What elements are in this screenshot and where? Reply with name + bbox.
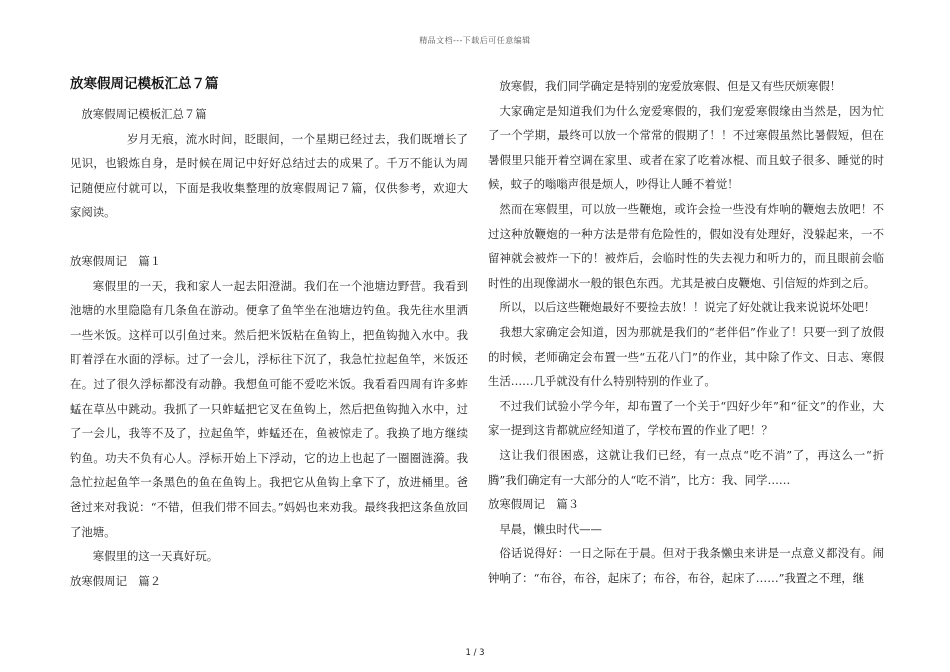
document-title: 放寒假周记模板汇总７篇 [70, 76, 219, 92]
body-paragraph: 这让我们很困惑，这就让我们已经，有一点点“吃不消”了，再这么一“折腾”我们确定有一大部分的人“吃不消”，比方：我、同学…… [488, 447, 884, 487]
section-heading-1: 放寒假周记 篇１ [70, 253, 162, 268]
page-number: 1 / 3 [465, 648, 485, 658]
section-heading-2: 放寒假周记 篇２ [70, 573, 162, 588]
section-heading-3: 放寒假周记 篇３ [488, 497, 580, 512]
body-paragraph: 早晨，懒虫时代—— [499, 521, 602, 536]
intro-paragraph: 岁月无痕，流水时间，眨眼间，一个星期已经过去，我们既增长了见识，也锻炼自身，是时候在周记中好好总结过去的成果了。千万不能认为周记随便应付就可以，下面是我收集整理的放寒假周记７篇，仅供参考，欢迎大家阅读。 [70, 131, 468, 220]
body-paragraph: 然而在寒假里，可以放一些鞭炮，或许会捡一些没有炸响的鞭炮去放吧！不过这种放鞭炮的一种方法是带有危险性的，假如没有处理好，没躲起来，一不留神就会被炸一下的！被炸后，会临时性的失去视力和听力的，而且眼前会临时性的出现像湖水一般的银色东西。尤其是被白皮鞭炮、引信短的炸到之后。 [488, 201, 884, 290]
body-paragraph: 所以，以后这些鞭炮最好不要捡去放！！说完了好处就让我来说说坏处吧！ [499, 300, 876, 315]
body-paragraph: 不过我们试验小学今年，却布置了一个关于“四好少年”和“征文”的作业，大家一提到这肯都就应经知道了，学校布置的作业了吧！？ [488, 398, 884, 438]
document-subtitle: 放寒假周记模板汇总７篇 [81, 107, 207, 121]
body-paragraph: 寒假里的这一天真好玩。 [92, 549, 219, 564]
right-column [488, 74, 884, 590]
body-paragraph: 放寒假，我们同学确定是特别的宠爱放寒假、但是又有些厌烦寒假！ [499, 79, 842, 93]
section-gap [70, 225, 468, 249]
body-paragraph: 大家确定是知道我们为什么宠爱寒假的，我们宠爱寒假缘由当然是，因为忙了一个学期，最终可以放一个常常的假期了！！不过寒假虽然比暑假短，但在暑假里只能开着空调在家里、或者在家了吃着冰棍、而且蚊子很多、睡觉的时候，蚊子的嗡嗡声很是烦人，吵得让人睡不着觉！ [488, 103, 884, 192]
body-paragraph: 俗话说得好：一日之际在于晨。但对于我条懒虫来讲是一点意义都没有。闹钟响了：“布谷，布谷，起床了；布谷，布谷，起床了……”我置之不理，继 [488, 546, 884, 585]
left-column [70, 74, 468, 593]
page-header: 精品文档---下载后可任意编辑 [419, 36, 531, 45]
body-paragraph: 我想大家确定会知道，因为那就是我们的“老伴侣”作业了！只要一到了放假的时候，老师确定会布置一些“五花八门”的作业，其中除了作文、日志、寒假生活……几乎就没有什么特别特别的作业了。 [488, 324, 884, 389]
body-paragraph: 寒假里的一天，我和家人一起去阳澄湖。我们在一个池塘边野营。我看到池塘的水里隐隐有几条鱼在游动。便拿了鱼竿坐在池塘边钓鱼。我先往水里洒一些米饭。这样可以引鱼过来。然后把米饭粘在鱼钩上，把鱼钩抛入水中。我盯着浮在水面的浮标。过了一会儿，浮标往下沉了，我急忙拉起鱼竿，米饭还在。过了很久浮标都没有动静。我想鱼可能不爱吃米饭。我看看四周有许多蚱蜢在草丛中跳动。我抓了一只蚱蜢把它叉在鱼钩上，然后把鱼钩抛入水中，过了一会儿，我等不及了，拉起鱼竿，蚱蜢还在，鱼被惊走了。我换了地方继续钓鱼。功夫不负有心人。浮标开始上下浮动，它的边上也起了一圈圈涟漪。我急忙拉起鱼竿一条黑色的鱼在鱼钩上。我把它从鱼钩上拿下了，放进桶里。爸爸过来对我说：“不错，但我们带不回去。”妈妈也来劝我。最终我把这条鱼放回了池塘。 [70, 278, 468, 539]
